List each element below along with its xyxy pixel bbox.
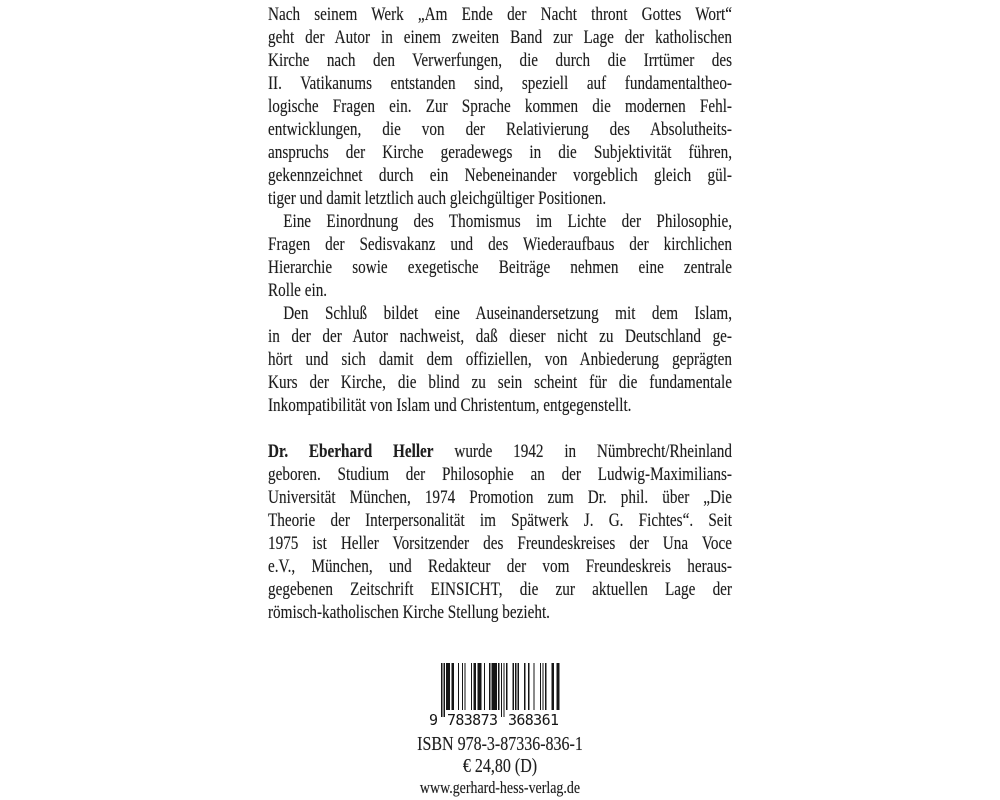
isbn-text: ISBN 978-3-87336-836-1 bbox=[417, 734, 583, 755]
text-line: geht der Autor in einem zweiten Band zur Lage der katholischen bbox=[268, 27, 732, 48]
text-line: Universität München, 1974 Promotion zum Dr. phil. über „Die bbox=[268, 487, 732, 508]
islam-paragraph bbox=[268, 302, 732, 417]
author-bio bbox=[268, 440, 732, 624]
text-line: gekennzeichnet durch ein Nebeneinander vorgeblich gleich gül- bbox=[268, 165, 732, 186]
text-line: II. Vatikanums entstanden sind, speziell auf fundamentaltheo- bbox=[268, 73, 732, 94]
text-line: Dr. Eberhard Heller wurde 1942 in Nümbrecht/Rheinland bbox=[268, 441, 733, 462]
author-name: Dr. Eberhard Heller bbox=[268, 441, 434, 462]
text-line: tiger und damit letztlich auch gleichgültiger Positionen. bbox=[268, 188, 607, 209]
text-line: gegebenen Zeitschrift EINSICHT, die zur aktuellen Lage der bbox=[268, 579, 732, 600]
text-line: Hierarchie sowie exegetische Beiträge nehmen eine zentrale bbox=[268, 257, 732, 278]
price-text: € 24,80 (D) bbox=[462, 756, 538, 777]
text-line: Inkompatibilität von Islam und Christentum, entgegenstellt. bbox=[268, 395, 632, 416]
text-line: anspruchs der Kirche geradewegs in die Subjektivität führen, bbox=[268, 142, 732, 163]
text-line: Kurs der Kirche, die blind zu sein scheint für die fundamentale bbox=[268, 372, 732, 393]
text-line: entwicklungen, die von der Relativierung des Absolutheits- bbox=[268, 119, 732, 140]
text-line: Theorie der Interpersonalität im Spätwerk J. G. Fichtes“. Seit bbox=[268, 510, 732, 531]
barcode-digits-left: 783873 bbox=[447, 711, 498, 729]
text-line: in der der Autor nachweist, daß dieser nicht zu Deutschland ge- bbox=[268, 326, 732, 347]
text-line: Rolle ein. bbox=[268, 280, 328, 301]
text-line: Fragen der Sedisvakanz und des Wiederaufbaus der kirchlichen bbox=[268, 234, 732, 255]
text-line: Den Schluß bildet eine Auseinandersetzung mit dem Islam, bbox=[283, 303, 732, 324]
intro-paragraph bbox=[268, 3, 732, 210]
text-line: logische Fragen ein. Zur Sprache kommen die modernen Fehl- bbox=[268, 96, 732, 117]
themes-paragraph bbox=[268, 210, 732, 302]
publisher-footer bbox=[90, 733, 910, 797]
paragraph-gap bbox=[268, 417, 732, 440]
website-text: www.gerhard-hess-verlag.de bbox=[419, 778, 581, 797]
text-line: 1975 ist Heller Vorsitzender des Freundeskreises der Una Voce bbox=[268, 533, 732, 554]
text-line: Eine Einordnung des Thomismus im Lichte der Philosophie, bbox=[283, 211, 732, 232]
ean13-barcode bbox=[428, 663, 578, 729]
barcode-digits-right: 368361 bbox=[508, 711, 559, 729]
text-line: e.V., München, und Redakteur der vom Freundeskreis heraus- bbox=[268, 556, 732, 577]
blurb-text-column bbox=[268, 3, 732, 624]
text-line: geboren. Studium der Philosophie an der Ludwig-Maximilians- bbox=[268, 464, 732, 485]
text-line: römisch-katholischen Kirche Stellung bezieht. bbox=[268, 602, 550, 623]
text-line: Nach seinem Werk „Am Ende der Nacht thront Gottes Wort“ bbox=[268, 4, 732, 25]
text-line: hört und sich damit dem offiziellen, von Anbiederung geprägten bbox=[268, 349, 732, 370]
text-line: Kirche nach den Verwerfungen, die durch die Irrtümer des bbox=[268, 50, 732, 71]
barcode-block bbox=[428, 663, 578, 729]
barcode-digit-lead: 9 bbox=[429, 711, 439, 729]
